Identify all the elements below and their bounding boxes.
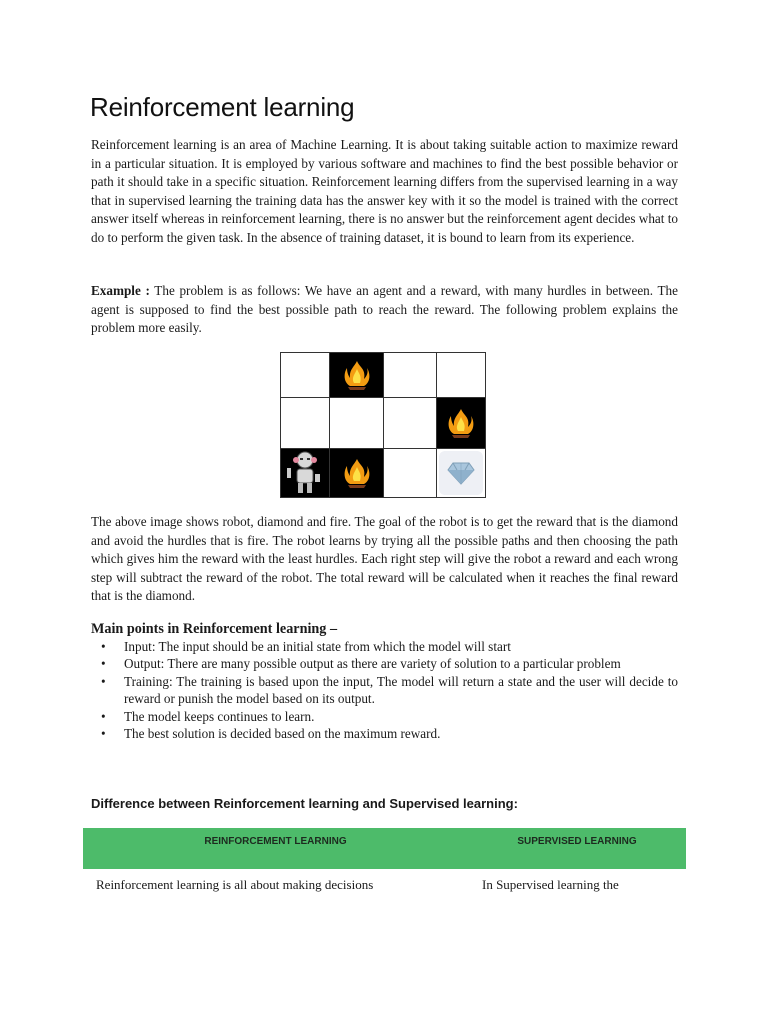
fire-icon <box>342 455 372 491</box>
grid-cell-empty <box>384 398 437 449</box>
main-points-heading: Main points in Reinforcement learning – <box>91 621 338 637</box>
grid-cell-empty <box>437 353 485 398</box>
comparison-table-header <box>83 828 686 869</box>
grid-cell-empty <box>330 398 384 449</box>
bullet-icon: • <box>101 708 106 724</box>
intro-paragraph: Reinforcement learning is an area of Machine Learning. It is about taking suitable action to maximize reward in a particular situation. It is employed by various software and machines to find the best possible behavior or path it should take in a specific situation. Reinforcement learning differs from the supervised learning in a way that in supervised learning the training data has the answer key with it so the model is trained with the correct answer itself whereas in reinforcement learning, there is no answer but the reinforcement agent decides what to do to perform the given task. In the absence of training dataset, it is bound to learn from its experience. <box>91 137 678 245</box>
grid-cell-empty <box>281 398 330 449</box>
grid-cell-empty <box>281 353 330 398</box>
diamond-icon <box>447 461 475 485</box>
table-cell-supervised: In Supervised learning the <box>482 877 619 892</box>
grid-cell-empty <box>384 449 437 497</box>
bullet-icon: • <box>101 673 106 689</box>
example-label: Example : <box>91 283 150 298</box>
grid-cell-empty <box>384 353 437 398</box>
grid-cell-robot <box>281 449 330 497</box>
grid-cell-fire <box>437 398 485 449</box>
list-item: • Output: There are many possible output as there are variety of solution to a particular problem <box>101 656 621 672</box>
bullet-icon: • <box>101 656 106 672</box>
list-item: • The model keeps continues to learn. <box>101 708 315 724</box>
table-cell-reinforcement: Reinforcement learning is all about making decisions <box>96 877 374 892</box>
main-points-list <box>91 638 678 742</box>
fire-icon <box>342 359 372 391</box>
page-title: Reinforcement learning <box>90 92 355 122</box>
robot-icon <box>283 450 327 496</box>
list-item: • Input: The input should be an initial state from which the model will start <box>101 639 511 654</box>
example-paragraph <box>91 282 678 338</box>
explanation-paragraph: The above image shows robot, diamond and fire. The goal of the robot is to get the reward that is the diamond and avoid the hurdles that is fire. The robot learns by trying all the possible paths and then choosing the path which gives him the reward with the least hurdles. Each right step will give the robot a reward and each wrong step will subtract the reward of the robot. The total reward will be calculated when it reaches the final reward that is the diamond. <box>91 514 678 604</box>
column-header-supervised: SUPERVISED LEARNING <box>517 836 637 847</box>
example-text: The problem is as follows: We have an agent and a reward, with many hurdles in between. The agent is supposed to find the best possible path to reach the reward. The following problem explains the problem more easily. <box>91 283 678 336</box>
grid-world-figure <box>280 352 486 498</box>
bullet-icon: • <box>101 639 106 654</box>
grid-cell-fire <box>330 353 384 398</box>
grid-cell-diamond <box>437 449 485 497</box>
list-item: • The best solution is decided based on the maximum reward. <box>101 726 441 742</box>
diamond-tile <box>439 451 483 495</box>
fire-icon <box>446 405 476 441</box>
grid-cell-fire <box>330 449 384 497</box>
bullet-icon: • <box>101 726 106 742</box>
list-item: • Training: The training is based upon the input, The model will return a state and the user will decide to reward or punish the model based on its output. <box>101 673 678 707</box>
difference-heading: Difference between Reinforcement learning and Supervised learning: <box>91 796 518 811</box>
column-header-reinforcement: REINFORCEMENT LEARNING <box>204 836 347 847</box>
